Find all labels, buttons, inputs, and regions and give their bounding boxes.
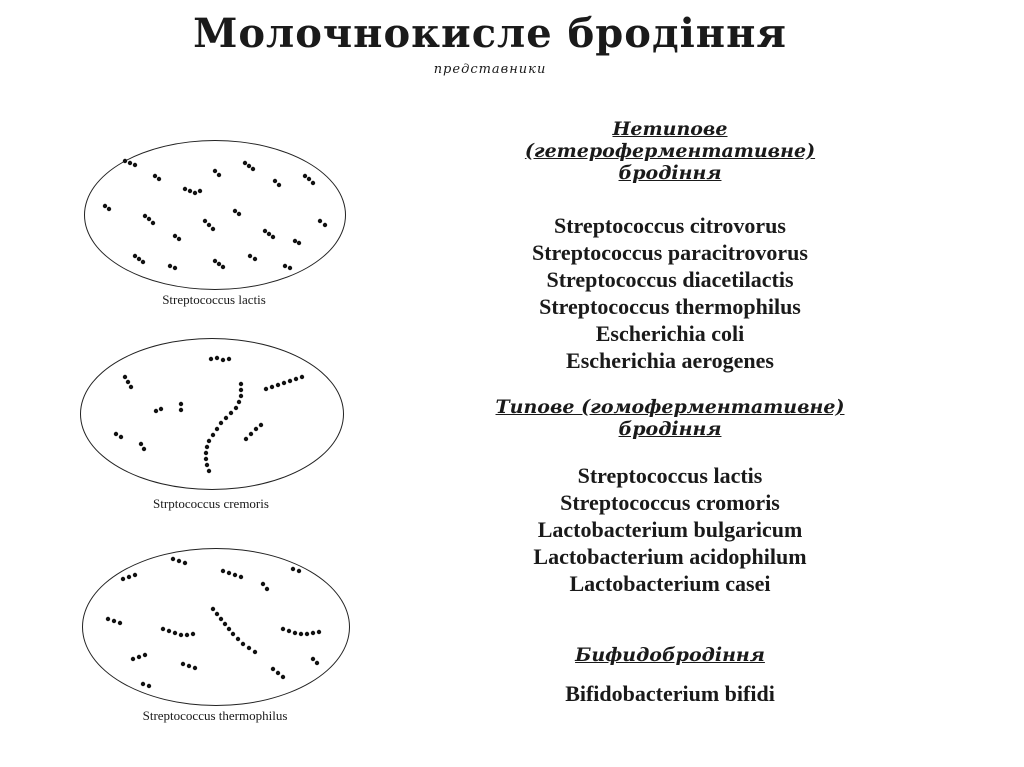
page-title: Молочнокисле бродіння [193, 10, 787, 57]
bacteria-chains-illustration [81, 339, 343, 489]
microscope-view-streptococcus-cremoris [80, 338, 344, 490]
species-item: Streptococcus diacetilactis [546, 267, 794, 292]
page-subtitle: представники [433, 62, 547, 77]
species-list-heterofermentative [390, 212, 950, 374]
species-item: Lactobacterium acidophilum [533, 544, 807, 569]
species-list-homofermentative [390, 462, 950, 597]
section-heading-homofermentative: Типове (гомоферментативне) бродіння [495, 396, 845, 440]
microscope-view-streptococcus-lactis [84, 140, 346, 290]
bacteria-chains-illustration [83, 549, 349, 705]
species-item: Escherichia aerogenes [566, 348, 774, 373]
species-item: Streptococcus cromoris [560, 490, 780, 515]
section-heading-heterofermentative: Нетипове (гетероферментативне) бродіння [524, 118, 816, 184]
microscope-caption: Strptococcus cremoris [153, 496, 269, 511]
species-item: Streptococcus lactis [577, 463, 763, 488]
microscope-caption: Streptococcus lactis [162, 292, 266, 307]
bacteria-chains-illustration [85, 141, 345, 289]
section-heading-bifido: Бифидобродіння [575, 644, 765, 666]
species-item: Lactobacterium casei [569, 571, 771, 596]
microscope-caption: Streptococcus thermophilus [142, 708, 288, 723]
species-item: Streptococcus citrovorus [554, 213, 786, 238]
species-item: Bifidobacterium bifidi [565, 681, 775, 706]
species-item: Escherichia coli [595, 321, 745, 346]
microscope-view-streptococcus-thermophilus [82, 548, 350, 706]
species-item: Streptococcus thermophilus [539, 294, 801, 319]
species-list-bifido [390, 680, 950, 707]
species-item: Lactobacterium bulgaricum [537, 517, 803, 542]
species-item: Streptococcus paracitrovorus [532, 240, 808, 265]
